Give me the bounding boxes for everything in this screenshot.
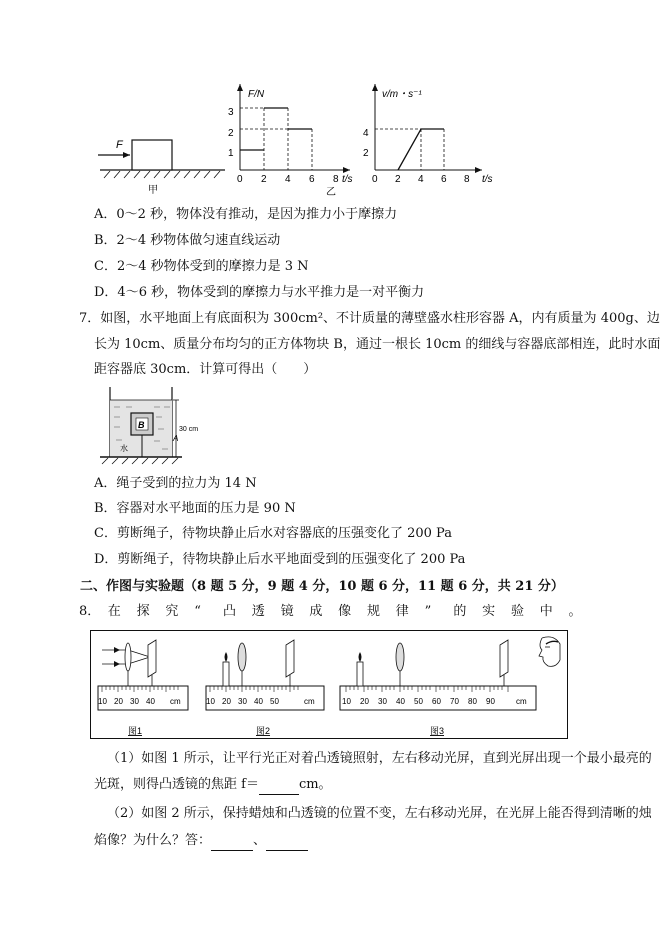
force-label: F	[116, 139, 123, 151]
r1-unit: cm	[170, 697, 181, 706]
q7-option-a: A．绳子受到的拉力为 14 N	[94, 476, 257, 491]
q6-option-a: A．0～2 秒，物体没有推动，是因为推力小于摩擦力	[94, 207, 398, 222]
r3-unit: cm	[516, 697, 527, 706]
g2-y-title: v/m・s⁻¹	[382, 89, 422, 100]
g2-ytick: 2	[363, 148, 369, 159]
r3-tick: 50	[414, 697, 423, 706]
screen-icon	[148, 640, 156, 677]
container-figure	[98, 385, 208, 467]
g2-xtick: 8	[464, 174, 470, 185]
q8-sub1-line1: （1）如图 1 所示，让平行光正对着凸透镜照射，左右移动光屏，直到光屏出现一个最小最亮的	[107, 751, 652, 766]
g2-xtick: 2	[395, 174, 401, 185]
graph-force-time	[228, 84, 353, 185]
r3-tick: 30	[378, 697, 387, 706]
candle-icon	[357, 662, 363, 686]
q7-option-d: D．剪断绳子，待物块静止后水平地面受到的压强变化了 200 Pa	[94, 552, 466, 567]
answer-blank-2[interactable]	[266, 832, 308, 851]
r2-tick: 30	[238, 697, 247, 706]
r2-tick: 50	[270, 697, 279, 706]
q7-stem-line: 距容器底 30cm．计算可得出（ ）	[94, 362, 317, 377]
r1-tick: 20	[114, 697, 123, 706]
diagram-jia	[98, 139, 225, 196]
q8-sub2-line1: （2）如图 2 所示，保持蜡烛和凸透镜的位置不变，左右移动光屏，在光屏上能否得到清晰的烛	[107, 806, 652, 821]
lens-icon	[396, 643, 404, 671]
r2-unit: cm	[304, 697, 315, 706]
block-rect	[132, 140, 172, 170]
r3-tick: 70	[450, 697, 459, 706]
r3-tick: 40	[396, 697, 405, 706]
r2-tick: 10	[206, 697, 215, 706]
q8-sub2-line2: 焰像？为什么？答： 、	[94, 832, 308, 851]
q8-sub1-line2: 光斑，则得凸透镜的焦距 f＝ cm。	[94, 776, 332, 795]
g1-xtick: 6	[309, 174, 315, 185]
lens-experiment-figure	[90, 630, 570, 740]
g1-xtick: 2	[261, 174, 267, 185]
motion-graphs-figure	[90, 82, 510, 202]
q6-option-d: D．4～6 秒，物体受到的摩擦力与水平推力是一对平衡力	[94, 285, 425, 300]
g2-ytick: 4	[363, 128, 369, 139]
g1-ytick: 2	[228, 128, 234, 139]
g2-xtick: 4	[418, 174, 424, 185]
caption-fig1: 图1	[128, 726, 143, 736]
r3-tick: 60	[432, 697, 441, 706]
r3-tick: 20	[360, 697, 369, 706]
r2-tick: 20	[222, 697, 231, 706]
g1-xtick: 8	[333, 174, 339, 185]
g1-ytick: 3	[228, 107, 234, 118]
q7-option-b: B．容器对水平地面的压力是 90 N	[94, 501, 296, 516]
water-label: 水	[120, 444, 128, 453]
lens-icon	[125, 643, 131, 671]
g1-ytick: 1	[228, 148, 234, 159]
g1-xtick: 4	[285, 174, 291, 185]
screen-icon	[500, 640, 508, 677]
q7-stem-line: 7．如图，水平地面上有底面积为 300cm²、不计质量的薄壁盛水柱形容器 A，内有质量为 400g、边	[79, 311, 660, 326]
screen-icon	[286, 640, 294, 677]
caption-fig2: 图2	[256, 726, 271, 736]
answer-blank-focal-length[interactable]	[259, 776, 299, 795]
r3-tick: 80	[468, 697, 477, 706]
caption-fig3: 图3	[430, 726, 445, 736]
g2-x-unit: t/s	[482, 174, 493, 185]
g1-y-title: F/N	[248, 89, 265, 100]
r1-tick: 40	[146, 697, 155, 706]
r1-tick: 30	[130, 697, 139, 706]
q6-option-b: B．2～4 秒物体做匀速直线运动	[94, 233, 281, 248]
g1-xtick: 0	[237, 174, 243, 185]
label-yi: 乙	[326, 187, 336, 198]
q7-stem-line: 长为 10cm、质量分布均匀的正方体物块 B，通过一根长 10cm 的细线与容器底部相连，此时水面	[94, 337, 661, 352]
r2-tick: 40	[254, 697, 263, 706]
r3-tick: 10	[342, 697, 351, 706]
q8-stem: 8． 在 探 究 “ 凸 透 镜 成 像 规 律 ” 的 实 验 中 。	[79, 604, 582, 619]
lens-icon	[238, 643, 246, 671]
r1-tick: 10	[98, 697, 107, 706]
g2-xtick: 0	[372, 174, 378, 185]
candle-icon	[223, 662, 229, 686]
height-label: 30 cm	[179, 426, 199, 433]
g1-x-unit: t/s	[342, 174, 353, 185]
graph-velocity-time	[363, 84, 493, 185]
answer-blank-1[interactable]	[211, 832, 253, 851]
g2-xtick: 6	[441, 174, 447, 185]
container-label: A	[173, 434, 179, 443]
q7-option-c: C．剪断绳子，待物块静止后水对容器底的压强变化了 200 Pa	[94, 526, 452, 541]
q6-option-c: C．2～4 秒物体受到的摩擦力是 3 N	[94, 259, 309, 274]
section-title: 二、作图与实验题（8 题 5 分，9 题 4 分，10 题 6 分，11 题 6 分，共 21 分）	[80, 579, 564, 594]
label-jia: 甲	[148, 185, 158, 196]
block-b-label: B	[138, 420, 145, 430]
r3-tick: 90	[486, 697, 495, 706]
